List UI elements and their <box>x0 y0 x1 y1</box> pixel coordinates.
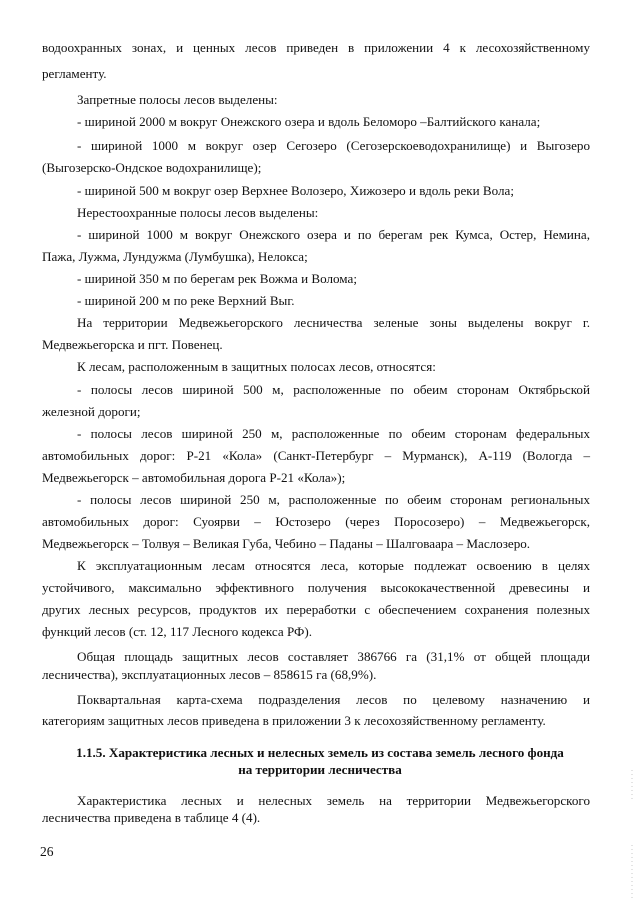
text-line: К эксплуатационным лесам относятся леса, которые подлежат освоению в целях <box>77 558 590 573</box>
section-heading-line-2: на территории лесничества <box>238 762 402 777</box>
text-line: автомобильных дорог: Р-21 «Кола» (Санкт-Петербург – Мурманск), А-119 (Вологда – <box>42 448 590 463</box>
text-line: железной дороги; <box>42 404 141 419</box>
text-line: - шириной 1000 м вокруг Онежского озера и по берегам рек Кумса, Остер, Немина, <box>77 227 590 242</box>
text-line: - полосы лесов шириной 500 м, расположенные по обеим сторонам Октябрьской <box>77 382 590 397</box>
text-line: лесничества приведена в таблице 4 (4). <box>42 810 261 825</box>
text-line: категориям защитных лесов приведена в приложении 3 к лесохозяйственному регламенту. <box>42 713 546 728</box>
text-line: Запретные полосы лесов выделены: <box>77 92 278 107</box>
text-line: устойчивого, максимально эффективного получения высококачественной древесины и <box>42 580 590 595</box>
text-line: Медвежьегорска и пгт. Повенец. <box>42 337 223 352</box>
text-line: - шириной 1000 м вокруг озер Сегозеро (Сегозерскоеводохранилище) и Выгозеро <box>77 138 590 153</box>
text-line: функций лесов (ст. 12, 117 Лесного кодекса РФ). <box>42 624 313 639</box>
text-line: автомобильных дорог: Суоярви – Юстозеро (через Поросозеро) – Медвежьегорск, <box>42 514 590 529</box>
page-number: 26 <box>40 844 54 859</box>
text-line: водоохранных зонах, и ценных лесов приведен в приложении 4 к лесохозяйственному <box>42 40 590 55</box>
section-heading-line-1: 1.1.5. Характеристика лесных и нелесных земель из состава земель лесного фонда <box>76 745 564 760</box>
text-line: лесничества), эксплуатационных лесов – 858615 га (68,9%). <box>42 667 377 682</box>
text-line: (Выгозерско-Ондское водохранилище); <box>42 160 262 175</box>
text-line: На территории Медвежьегорского лесничества зеленые зоны выделены вокруг г. <box>77 315 590 330</box>
text-line: Общая площадь защитных лесов составляет 386766 га (31,1% от общей площади <box>77 649 590 664</box>
scan-edge-marks <box>631 770 633 900</box>
text-line: - шириной 500 м вокруг озер Верхнее Волозеро, Хижозеро и вдоль реки Вола; <box>77 183 514 198</box>
text-line: К лесам, расположенным в защитных полосах лесов, относятся: <box>77 359 436 374</box>
text-line: Характеристика лесных и нелесных земель на территории Медвежьегорского <box>77 793 590 808</box>
text-line: Пажа, Лужма, Лундужма (Лумбушка), Нелокса; <box>42 249 308 264</box>
text-line: Нерестоохранные полосы лесов выделены: <box>77 205 319 220</box>
text-line: Медвежьегорск – Толвуя – Великая Губа, Чебино – Паданы – Шалговаара – Маслозеро. <box>42 536 531 551</box>
text-line: Медвежьегорск – автомобильная дорога Р-21 «Кола»); <box>42 470 346 485</box>
text-line: - шириной 200 м по реке Верхний Выг. <box>77 293 295 308</box>
text-line: других лесных ресурсов, продуктов их переработки с обеспечением сохранения полезных <box>42 602 590 617</box>
text-line: регламенту. <box>42 66 107 81</box>
text-line: - шириной 350 м по берегам рек Вожма и Волома; <box>77 271 357 286</box>
text-line: Поквартальная карта-схема подразделения лесов по целевому назначению и <box>77 692 590 707</box>
text-line: - шириной 2000 м вокруг Онежского озера и вдоль Беломоро –Балтийского канала; <box>77 114 541 129</box>
text-line: - полосы лесов шириной 250 м, расположенные по обеим сторонам региональных <box>77 492 590 507</box>
text-line: - полосы лесов шириной 250 м, расположенные по обеим сторонам федеральных <box>77 426 590 441</box>
